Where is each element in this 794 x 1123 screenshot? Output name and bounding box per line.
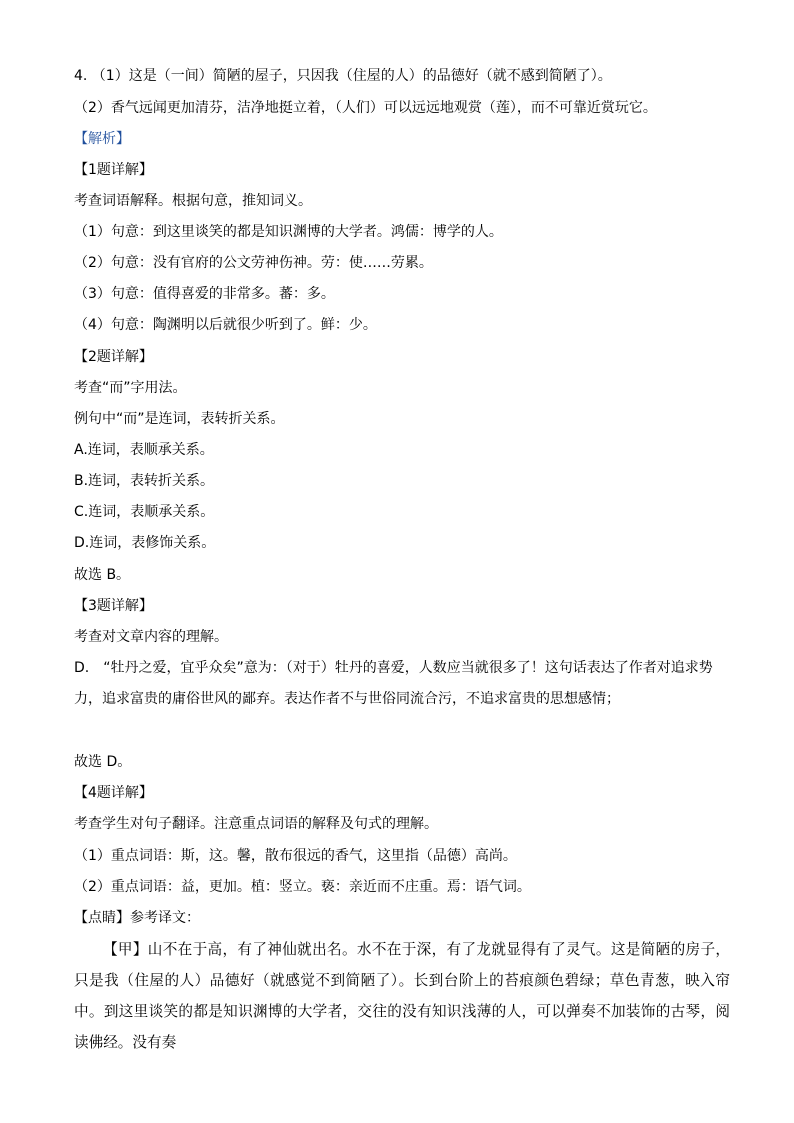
section-3-answer: 故选 D。 [74,754,132,770]
section-4-item: （1）重点词语：斯，这。馨，散布很远的香气，这里指（品德）高尚。 [74,848,517,864]
section-4-intro: 考查学生对句子翻译。注意重点词语的解释及句式的理解。 [74,816,438,832]
section-2-heading: 【2题详解】 [74,349,153,365]
section-2-example: 例句中“而”是连词，表转折关系。 [74,411,285,427]
section-4-heading: 【4题详解】 [74,785,153,801]
section-2-intro: 考查“而”字用法。 [74,380,187,396]
analysis-label: 【解析】 [74,131,130,147]
section-3-heading: 【3题详解】 [74,598,153,614]
section-2-answer: 故选 B。 [74,567,131,583]
section-1-item: （2）句意：没有官府的公文劳神伤神。劳：使……劳累。 [74,255,433,271]
section-1-item: （4）句意：陶渊明以后就很少听到了。鲜：少。 [74,317,377,333]
section-4-item: （2）重点词语：益，更加。植：竖立。亵：亲近而不庄重。焉：语气词。 [74,879,531,895]
section-3-intro: 考查对文章内容的理解。 [74,629,228,645]
q4-answer-1: 4. （1）这是（一间）简陋的屋子，只因我（住屋的人）的品德好（就不感到简陋了）。 [74,68,612,84]
dianjing-label: 【点睛】参考译文： [74,910,200,926]
section-1-item: （1）句意：到这里谈笑的都是知识渊博的大学者。鸿儒：博学的人。 [74,224,503,240]
section-1-intro: 考查词语解释。根据句意，推知词义。 [74,193,312,209]
option-c: C.连词，表顺承关系。 [74,504,215,520]
option-b: B.连词，表转折关系。 [74,473,215,489]
q4-answer-2: （2）香气远闻更加清芬，洁净地挺立着，（人们）可以远远地观赏（莲），而不可靠近赏玩它。 [74,100,657,116]
reference-translation: 【甲】山不在于高，有了神仙就出名。水不在于深，有了龙就显得有了灵气。这是简陋的房子，只是我（住屋的人）品德好（就感觉不到简陋了）。长到台阶上的苔痕颜色碧绿；草色青葱，映入帘中。到这里谈笑的都是知识渊博的大学者，交往的没有知识浅薄的人，可以弹奏不加装饰的古琴，阅读佛经。没有奏 [74,941,730,1051]
option-a: A.连词，表顺承关系。 [74,442,214,458]
section-3-detail: D. “牡丹之爱，宜乎众矣”意为：（对于）牡丹的喜爱，人数应当就很多了！这句话表达了作者对追求势力，追求富贵的庸俗世风的鄙弃。表达作者不与世俗同流合污，不追求富贵的思想感情； [74,660,713,707]
section-1-heading: 【1题详解】 [74,162,153,178]
option-d: D.连词，表修饰关系。 [74,535,216,551]
section-1-item: （3）句意：值得喜爱的非常多。蕃：多。 [74,286,335,302]
